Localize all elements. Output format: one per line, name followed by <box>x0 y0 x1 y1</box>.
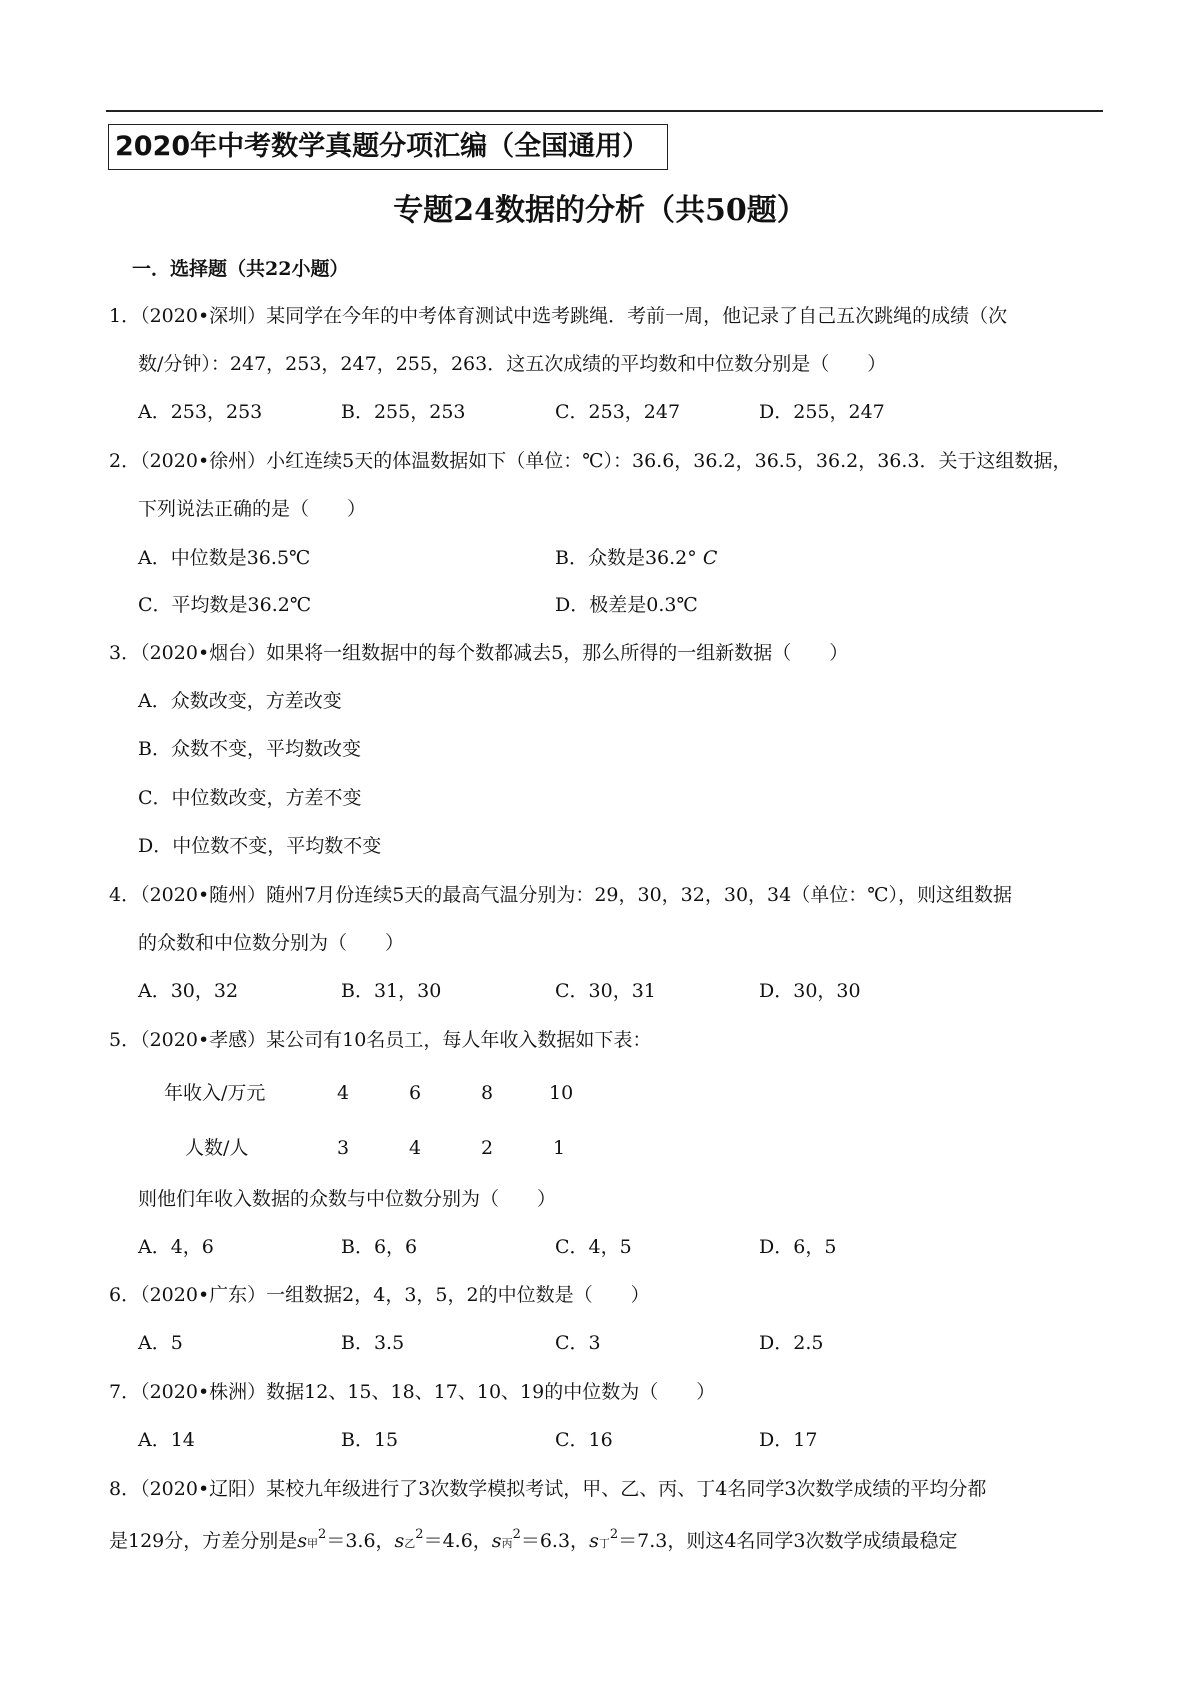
q3-option-c: C．中位数改变，方差不变 <box>138 787 362 809</box>
q8-line2 <box>109 1528 958 1551</box>
q8-variance-symbol: s <box>589 1530 599 1552</box>
q8-value: ＝3.6， <box>326 1530 395 1552</box>
q6-option-d: D．2.5 <box>759 1332 824 1354</box>
q4-option-a: A．30，32 <box>138 980 239 1002</box>
page-title: 专题24数据的分析（共50题） <box>393 193 807 228</box>
q7-line1: 7．（2020•株洲）数据12、15、18、17、10、19的中位数为（ ） <box>109 1381 716 1403</box>
q8-value: ＝6.3， <box>520 1530 590 1552</box>
q2-line1: 2．（2020•徐州）小红连续5天的体温数据如下（单位：℃）：36.6，36.2，36.5，36.2，36.3．关于这组数据， <box>109 450 1072 472</box>
q4-line2: 的众数和中位数分别为（ ） <box>138 932 405 954</box>
q3-option-a: A．众数改变，方差改变 <box>138 690 342 712</box>
q8-variance-symbol: s <box>297 1530 308 1552</box>
q2-option-c: C．平均数是36.2℃ <box>138 594 312 616</box>
q5-table-cell: 4 <box>337 1082 350 1104</box>
q2-option-b-text: B．众数是36.2° <box>555 547 697 569</box>
q6-line1: 6．（2020•广东）一组数据2，4，3，5，2的中位数是（ ） <box>109 1284 650 1306</box>
q8-subscript: 乙 <box>404 1537 416 1550</box>
q4-option-b: B．31，30 <box>341 980 442 1002</box>
q8-value: ＝4.6， <box>423 1530 492 1552</box>
q4-option-c: C．30，31 <box>555 980 656 1002</box>
q1-option-c: C．253，247 <box>555 401 681 423</box>
q6-option-b: B．3.5 <box>341 1332 405 1354</box>
section-heading: 一．选择题（共22小题） <box>132 258 349 280</box>
q5-table-cell: 6 <box>409 1082 422 1104</box>
q2-line2: 下列说法正确的是（ ） <box>138 498 367 520</box>
q3-option-d: D．中位数不变，平均数不变 <box>138 835 382 857</box>
q1-option-d: D．255，247 <box>759 401 885 423</box>
q5-line2: 则他们年收入数据的众数与中位数分别为（ ） <box>138 1188 557 1210</box>
q1-option-b: B．255，253 <box>341 401 466 423</box>
q8-value: ＝7.3，则这4名同学3次数学成绩最稳定 <box>618 1530 958 1552</box>
q5-line1: 5．（2020•孝感）某公司有10名员工，每人年收入数据如下表： <box>109 1029 652 1051</box>
q6-option-a: A．5 <box>138 1332 183 1354</box>
q8-variance-symbol: s <box>491 1530 502 1552</box>
q5-table-cell: 8 <box>481 1082 494 1104</box>
q2-option-b-unit: C <box>702 547 718 569</box>
q1-line2: 数/分钟）：247，253，247，255，263．这五次成绩的平均数和中位数分别是（ ） <box>138 353 887 375</box>
q5-option-d: D．6，5 <box>759 1236 837 1258</box>
q1-line1: 1．（2020•深圳）某同学在今年的中考体育测试中选考跳绳．考前一周，他记录了自己五次跳绳的成绩（次 <box>109 305 1008 327</box>
q5-option-b: B．6，6 <box>341 1236 418 1258</box>
q1-option-a: A．253，253 <box>138 401 263 423</box>
q8-subscript: 甲 <box>307 1537 319 1550</box>
q2-option-d: D．极差是0.3℃ <box>555 594 698 616</box>
q5-table-cell: 2 <box>481 1137 494 1159</box>
q4-line1: 4．（2020•随州）随州7月份连续5天的最高气温分别为：29，30，32，30，34（单位：℃），则这组数据 <box>109 884 1012 906</box>
q8-subscript: 丙 <box>501 1537 513 1550</box>
q8-variance-symbol: s <box>394 1530 405 1552</box>
q8-superscript: 2 <box>415 1527 424 1542</box>
q8-line2-start: 是129分，方差分别是 <box>109 1530 298 1552</box>
q8-subscript: 丁 <box>598 1537 610 1550</box>
q5-table-cell: 3 <box>337 1137 350 1159</box>
q2-option-b <box>555 549 717 568</box>
top-rule <box>106 110 1103 112</box>
q6-option-c: C．3 <box>555 1332 601 1354</box>
q2-option-a: A．中位数是36.5℃ <box>138 547 311 569</box>
q8-line1: 8．（2020•辽阳）某校九年级进行了3次数学模拟考试，甲、乙、丙、丁4名同学3次数学成绩的平均分都 <box>109 1478 987 1500</box>
q8-superscript: 2 <box>609 1527 619 1542</box>
q7-option-a: A．14 <box>138 1429 195 1451</box>
document-box-title: 2020年中考数学真题分项汇编（全国通用） <box>108 124 668 170</box>
q8-superscript: 2 <box>512 1527 521 1542</box>
q5-table-row1-label: 年收入/万元 <box>164 1082 266 1104</box>
q5-table-cell: 10 <box>549 1082 574 1104</box>
q3-option-b: B．众数不变，平均数改变 <box>138 738 361 760</box>
q4-option-d: D．30，30 <box>759 980 861 1002</box>
q7-option-c: C．16 <box>555 1429 613 1451</box>
q5-table-row2-label: 人数/人 <box>185 1137 249 1159</box>
q7-option-b: B．15 <box>341 1429 399 1451</box>
q8-superscript: 2 <box>318 1527 327 1542</box>
q5-table-cell: 1 <box>553 1137 566 1159</box>
q7-option-d: D．17 <box>759 1429 818 1451</box>
q5-option-a: A．4，6 <box>138 1236 214 1258</box>
q5-option-c: C．4，5 <box>555 1236 632 1258</box>
q3-line1: 3．（2020•烟台）如果将一组数据中的每个数都减去5，那么所得的一组新数据（ ） <box>109 642 849 664</box>
q5-table-cell: 4 <box>409 1137 422 1159</box>
